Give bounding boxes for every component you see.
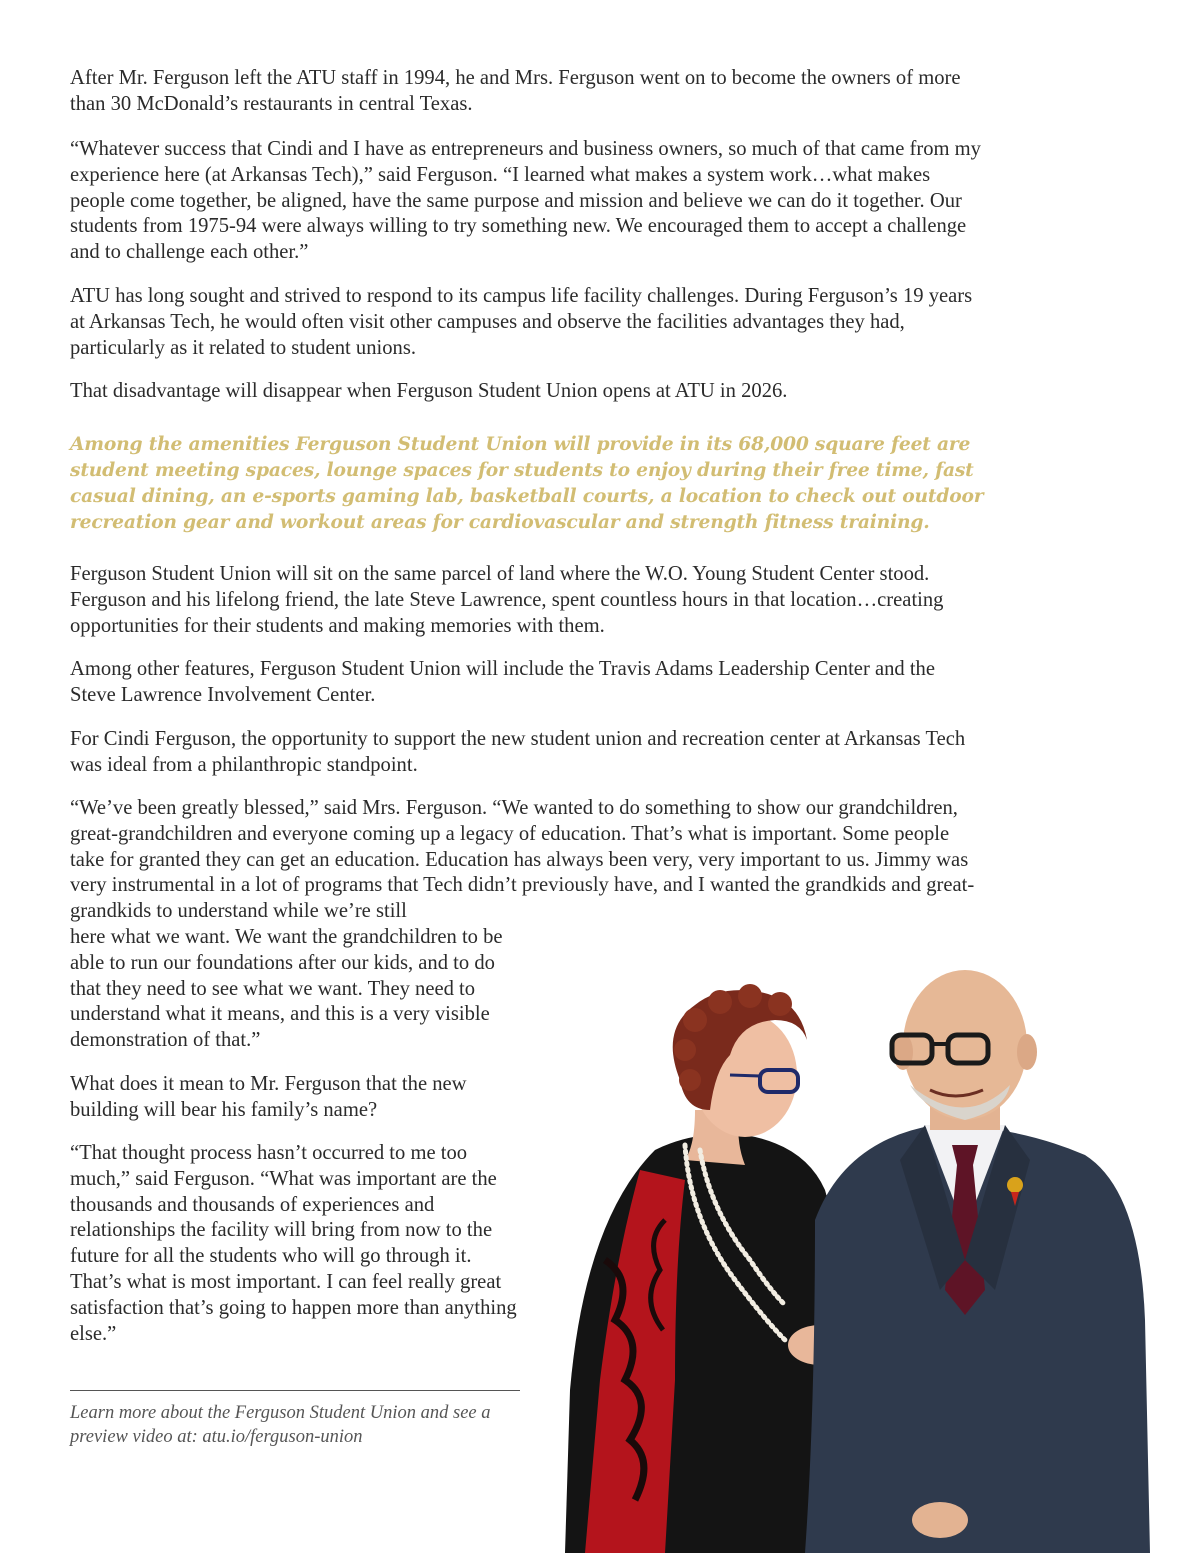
paragraph-text: What does it mean to Mr. Ferguson that the new building will bear his family’s name? (70, 1073, 467, 1121)
caption-divider (70, 1390, 520, 1391)
paragraph-text: For Cindi Ferguson, the opportunity to support the new student union and recreation center at Arkansas Tech was ideal from a philanthropic standpoint. (70, 728, 966, 776)
paragraph-text: ATU has long sought and strived to respond to its campus life facility challenges. During Ferguson’s 19 years at Arkansas Tech, he would often visit other campuses and observe the facilities advantages they had, particularly as it related to student unions. (70, 285, 973, 359)
article-paragraph-3 (70, 284, 985, 361)
paragraph-text: “We’ve been greatly blessed,” said Mrs. Ferguson. “We wanted to do something to show our grandchildren, great-grandchildren and everyone coming up a legacy of education. That’s what is important. Some people take for granted they can get an education. Education has always been very, very important to us. Jimmy was very instrumental in a lot of programs that Tech didn’t previously have, and I wanted the grandkids and great-grandkids to understand while we’re still (70, 797, 975, 923)
paragraph-text: Ferguson Student Union will sit on the same parcel of land where the W.O. Young Student Center stood. Ferguson and his lifelong friend, the late Steve Lawrence, spent countless hours in that location…creating opportunities for their students and making memories with them. (70, 563, 944, 637)
paragraph-text: here what we want. We want the grandchildren to be able to run our foundations after our kids, and to do that they need to see what we want. They need to understand what it means, and this is a very visible demonstration of that.” (70, 926, 503, 1052)
paragraph-text: “Whatever success that Cindi and I have as entrepreneurs and business owners, so much of that came from my experience here (at Arkansas Tech),” said Ferguson. “I learned what makes a system work…what makes people come together, be aligned, have the same purpose and mission and believe we can do it together. Our students from 1975-94 were always willing to try something new. We encouraged them to accept a challenge and to challenge each other.” (70, 138, 981, 264)
article-paragraph-2 (70, 137, 985, 266)
article-paragraph-7 (70, 727, 985, 779)
pull-quote: Among the amenities Ferguson Student Union will provide in its 68,000 square feet are student meeting spaces, lounge spaces for students to enjoy during their free time, fast casual dining, an e-sports gaming lab, basketball courts, a location to check out outdoor recreation gear and workout areas for cardiovascular and strength fitness training. (70, 433, 984, 533)
caption-text: Learn more about the Ferguson Student Union and see a preview video at: atu.io/ferguson-union (70, 1403, 491, 1447)
paragraph-text: That disadvantage will disappear when Ferguson Student Union opens at ATU in 2026. (70, 380, 788, 402)
article-paragraph-10 (70, 1141, 525, 1347)
paragraph-text: Among other features, Ferguson Student Union will include the Travis Adams Leadership Center and the Steve Lawrence Involvement Center. (70, 658, 935, 706)
article-paragraph-8-continued (70, 925, 520, 1054)
paragraph-text: After Mr. Ferguson left the ATU staff in 1994, he and Mrs. Ferguson went on to become the owners of more than 30 McDonald’s restaurants in central Texas. (70, 67, 961, 115)
article-paragraph-1 (70, 66, 985, 118)
article-paragraph-5 (70, 562, 985, 639)
article-paragraph-4 (70, 379, 985, 405)
article-paragraph-9 (70, 1072, 530, 1124)
couple-photo (545, 960, 1200, 1553)
paragraph-text: “That thought process hasn’t occurred to me too much,” said Ferguson. “What was important are the thousands and thousands of experiences and relationships the facility will bring from now to the future for all the students who will go through it. That’s what is most important. I can feel really great satisfaction that’s going to happen more than anything else.” (70, 1142, 517, 1345)
article-paragraph-8 (70, 796, 985, 925)
article-paragraph-6 (70, 657, 985, 709)
